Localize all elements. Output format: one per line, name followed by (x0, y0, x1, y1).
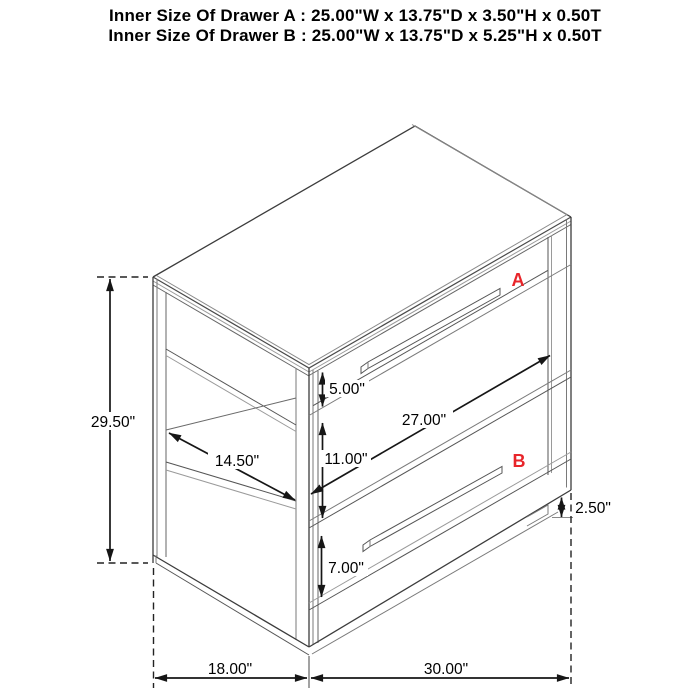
dim-overall-depth-label: 18.00" (207, 661, 253, 678)
drawer-b-front-panel (309, 452, 571, 610)
cabinet-front-face (309, 217, 573, 654)
dim-overall-width-label: 30.00" (423, 661, 469, 678)
dim-shelf-depth-label: 14.50" (214, 453, 260, 470)
dim-drawer-width-label: 27.00" (401, 412, 447, 429)
dim-shelf-opening-label: 11.00" (324, 451, 368, 468)
title-line-drawer-a: Inner Size Of Drawer A : 25.00"W x 13.75"D x 3.50"H x 0.50T (108, 6, 602, 25)
drawer-a-label: A (511, 270, 525, 290)
drawer-b-label: B (512, 451, 526, 471)
open-shelf-side-opening (166, 349, 296, 509)
dim-drawer-a-face-label: 5.00" (329, 381, 365, 398)
drawer-a-handle (361, 289, 500, 374)
title-line-drawer-b: Inner Size Of Drawer B : 25.00"W x 13.75"D x 5.25"H x 0.50T (108, 26, 602, 45)
dim-drawer-b-face-label: 7.00" (328, 560, 364, 577)
extension-lines (97, 277, 571, 688)
label-halos (86, 380, 613, 576)
cabinet-top (153, 125, 571, 377)
dim-overall-height-label: 29.50" (90, 414, 136, 431)
dim-base-height-label: 2.50" (575, 500, 611, 517)
